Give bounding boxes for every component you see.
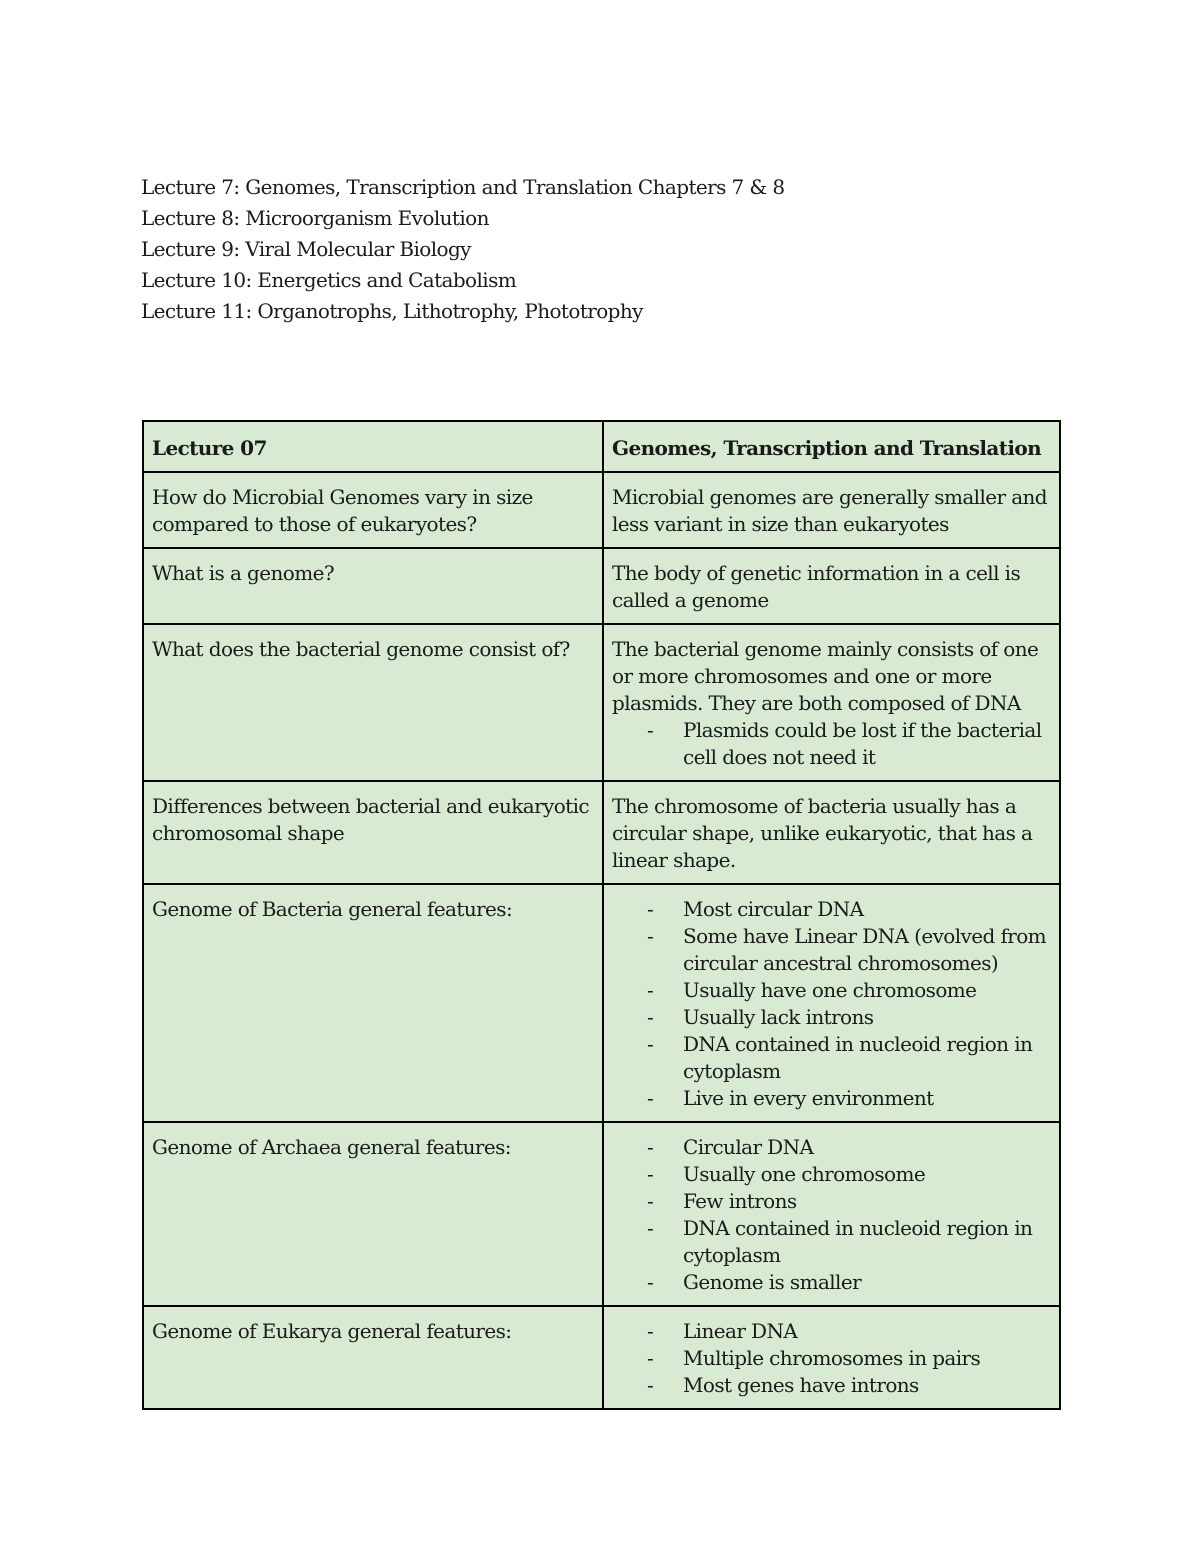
bullet-list (612, 896, 1051, 1112)
answer-cell (603, 1122, 1060, 1306)
bullet-item: - Genome is smaller (647, 1269, 1051, 1296)
question-cell: What is a genome? (143, 548, 603, 624)
bullet-list (612, 717, 1051, 771)
bullet-item: - Usually lack introns (647, 1004, 1051, 1031)
bullet-item: - Usually have one chromosome (647, 977, 1051, 1004)
lecture-item: Lecture 11: Organotrophs, Lithotrophy, Phototrophy (141, 299, 643, 323)
table-row (143, 1306, 1060, 1409)
answer-cell (603, 472, 1060, 548)
question-cell: What does the bacterial genome consist of? (143, 624, 603, 781)
bullet-list (612, 1134, 1051, 1296)
table-header-row (143, 421, 1060, 472)
bullet-item: - DNA contained in nucleoid region in cytoplasm (647, 1031, 1051, 1085)
bullet-item: - Some have Linear DNA (evolved from circular ancestral chromosomes) (647, 923, 1051, 977)
question-cell: Genome of Bacteria general features: (143, 884, 603, 1122)
bullet-item: - Few introns (647, 1188, 1051, 1215)
bullet-item: - Circular DNA (647, 1134, 1051, 1161)
answer-text: The body of genetic information in a cell is called a genome (612, 561, 1021, 612)
lecture-item: Lecture 8: Microorganism Evolution (141, 206, 489, 230)
lecture-notes-table (142, 420, 1061, 1410)
bullet-item: - Most circular DNA (647, 896, 1051, 923)
bullet-item: - DNA contained in nucleoid region in cytoplasm (647, 1215, 1051, 1269)
answer-cell (603, 548, 1060, 624)
lecture-list (141, 172, 784, 327)
answer-text: The chromosome of bacteria usually has a circular shape, unlike eukaryotic, that has a linear shape. (612, 794, 1033, 872)
answer-cell (603, 884, 1060, 1122)
header-lecture-cell: Lecture 07 (143, 421, 603, 472)
header-topic-cell: Genomes, Transcription and Translation (603, 421, 1060, 472)
table-row (143, 472, 1060, 548)
question-cell: Genome of Archaea general features: (143, 1122, 603, 1306)
bullet-item: - Plasmids could be lost if the bacterial cell does not need it (647, 717, 1051, 771)
bullet-list (612, 1318, 1051, 1399)
question-cell: Differences between bacterial and eukaryotic chromosomal shape (143, 781, 603, 884)
lecture-item: Lecture 10: Energetics and Catabolism (141, 268, 517, 292)
question-cell: How do Microbial Genomes vary in size compared to those of eukaryotes? (143, 472, 603, 548)
lecture-item: Lecture 7: Genomes, Transcription and Translation Chapters 7 & 8 (141, 175, 785, 199)
answer-text: Microbial genomes are generally smaller and less variant in size than eukaryotes (612, 485, 1048, 536)
bullet-item: - Live in every environment (647, 1085, 1051, 1112)
table-row (143, 781, 1060, 884)
table-row (143, 1122, 1060, 1306)
answer-text: The bacterial genome mainly consists of one or more chromosomes and one or more plasmids. They are both composed of DNA (612, 637, 1039, 715)
answer-cell (603, 624, 1060, 781)
question-cell: Genome of Eukarya general features: (143, 1306, 603, 1409)
answer-cell (603, 781, 1060, 884)
table-row (143, 548, 1060, 624)
lecture-item: Lecture 9: Viral Molecular Biology (141, 237, 471, 261)
table-row (143, 884, 1060, 1122)
bullet-item: - Linear DNA (647, 1318, 1051, 1345)
bullet-item: - Multiple chromosomes in pairs (647, 1345, 1051, 1372)
bullet-item: - Most genes have introns (647, 1372, 1051, 1399)
answer-cell (603, 1306, 1060, 1409)
table-row (143, 624, 1060, 781)
bullet-item: - Usually one chromosome (647, 1161, 1051, 1188)
